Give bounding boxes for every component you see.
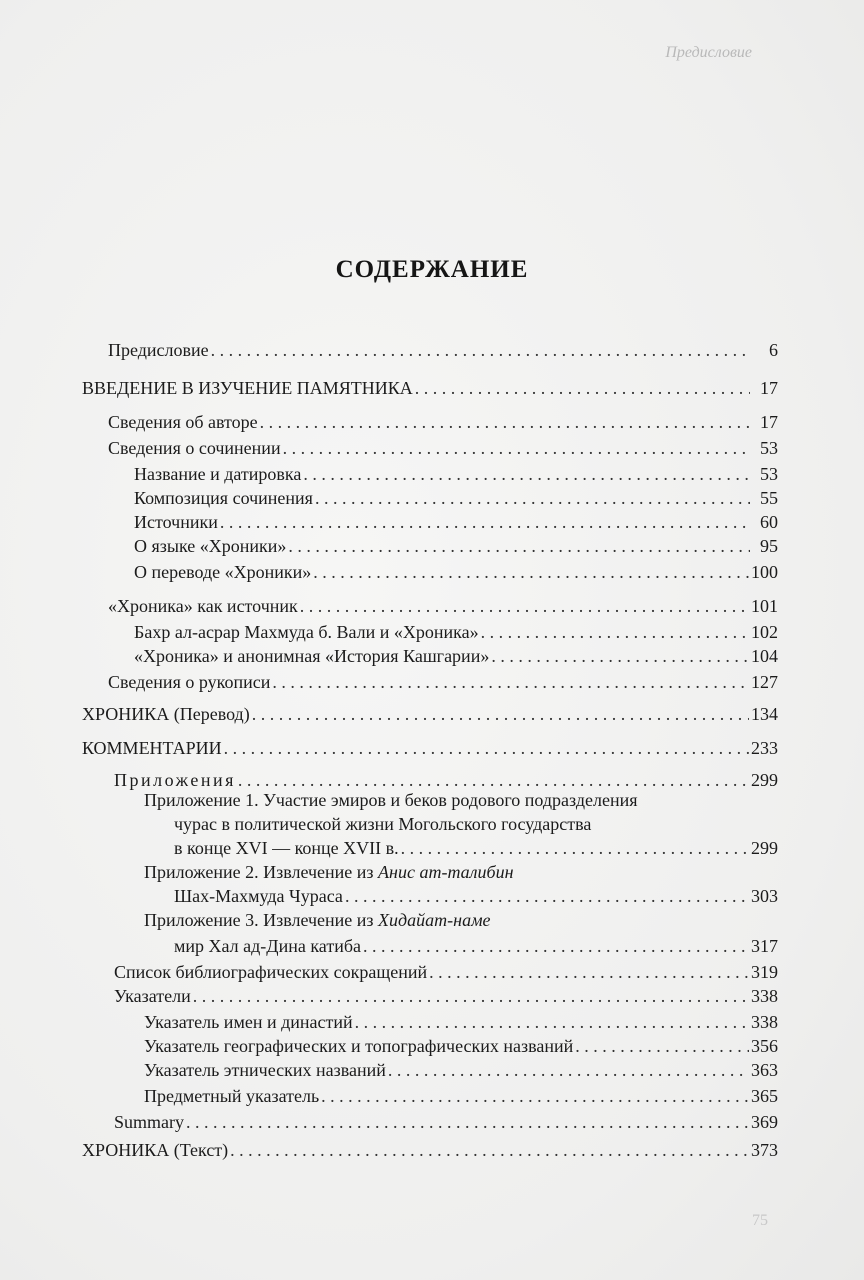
leader-dots <box>238 770 749 791</box>
toc-entry-page: 127 <box>751 672 778 692</box>
toc-entry-label: О переводе «Хроники» <box>134 562 312 582</box>
leader-dots <box>303 464 750 485</box>
toc-entry-page: 95 <box>760 536 778 556</box>
toc-entry-label: О языке «Хроники» <box>134 536 287 556</box>
toc-entry-page: 365 <box>751 1086 778 1106</box>
toc-entry-label: Указатель этнических названий <box>144 1060 386 1080</box>
toc-entry-label: «Хроника» как источник <box>108 596 298 616</box>
toc-entry <box>144 1060 778 1084</box>
toc-entry-page: 104 <box>751 646 778 666</box>
leader-dots <box>186 1112 749 1133</box>
leader-dots <box>575 1036 749 1057</box>
toc-entry-page: 53 <box>760 464 778 484</box>
toc-entry-label: ХРОНИКА (Перевод) <box>82 704 250 724</box>
toc-entry <box>108 340 778 364</box>
leader-dots <box>429 962 749 983</box>
toc-entry <box>114 986 778 1010</box>
leader-dots <box>363 936 749 957</box>
leader-dots <box>300 596 749 617</box>
toc-entry-label: Предметный указатель <box>144 1086 320 1106</box>
toc-entry-page: 317 <box>751 936 778 956</box>
toc-entry-page: 369 <box>751 1112 778 1132</box>
toc-entry-label: Сведения о сочинении <box>108 438 281 458</box>
leader-dots <box>315 488 750 509</box>
toc-entry-line: Приложение 1. Участие эмиров и беков родового подразделения <box>144 790 638 810</box>
toc-entry-label: Указатели <box>114 986 191 1006</box>
toc-entry-label: Композиция сочинения <box>134 488 313 508</box>
leader-dots <box>252 704 749 725</box>
toc-entry-page: 55 <box>760 488 778 508</box>
toc-entry-line <box>144 910 491 931</box>
toc-entry <box>114 962 778 986</box>
toc-entry <box>82 738 778 762</box>
leader-dots <box>321 1086 749 1107</box>
toc-entry <box>108 596 778 620</box>
toc-entry-label: мир Хал ад-Дина катиба <box>174 936 361 956</box>
toc-entry-page: 60 <box>760 512 778 532</box>
page-title: СОДЕРЖАНИЕ <box>335 256 529 283</box>
leader-dots <box>313 562 749 583</box>
toc-entry-page: 299 <box>751 838 778 858</box>
toc-entry-page: 356 <box>751 1036 778 1056</box>
toc-entry-page: 363 <box>751 1060 778 1080</box>
toc-entry-page: 101 <box>751 596 778 616</box>
toc-entry-label: Указатель географических и топографических названий <box>144 1036 574 1056</box>
toc-entry-label: ВВЕДЕНИЕ В ИЗУЧЕНИЕ ПАМЯТНИКА <box>82 378 413 398</box>
toc-entry-italic-title: Хидайат-наме <box>378 910 491 930</box>
toc-entry-label: Сведения об авторе <box>108 412 258 432</box>
toc-entry-label: Предисловие <box>108 340 209 360</box>
leader-dots <box>415 378 750 399</box>
toc-entry-page: 233 <box>751 738 778 758</box>
toc-entry-page: 6 <box>769 340 778 360</box>
toc-entry-label: Список библиографических сокращений <box>114 962 428 982</box>
toc-entry <box>134 562 778 586</box>
toc-entry <box>134 464 778 488</box>
toc-entry <box>144 1036 778 1060</box>
toc-entry <box>174 936 778 960</box>
toc-entry-label: в конце XVI — конце XVII в. <box>174 838 399 858</box>
toc-entry-page: 338 <box>751 1012 778 1032</box>
leader-dots <box>230 1140 749 1161</box>
toc-entry <box>82 1140 778 1164</box>
toc-entry <box>174 886 778 910</box>
leader-dots <box>491 646 749 667</box>
toc-entry-label: Название и датировка <box>134 464 302 484</box>
toc-entry-line <box>144 862 514 883</box>
toc-entry-label: Summary <box>114 1112 184 1132</box>
toc-entry <box>144 1012 778 1036</box>
page-number: 75 <box>752 1212 768 1229</box>
toc-entry-label: Указатель имен и династий <box>144 1012 353 1032</box>
leader-dots <box>288 536 750 557</box>
toc-entry <box>134 488 778 512</box>
running-head: Предисловие <box>665 44 752 61</box>
leader-dots <box>260 412 750 433</box>
toc-entry <box>108 672 778 696</box>
toc-entry <box>134 646 778 670</box>
toc-entry-label: Приложение 3. Извлечение из <box>144 910 379 930</box>
toc-entry <box>82 378 778 402</box>
toc-entry <box>134 536 778 560</box>
toc-entry-page: 373 <box>751 1140 778 1160</box>
toc-entry <box>82 704 778 728</box>
toc-entry-line: чурас в политической жизни Могольского государства <box>174 814 592 834</box>
toc-entry <box>134 512 778 536</box>
toc-entry-page: 299 <box>751 770 778 790</box>
toc-entry-page: 319 <box>751 962 778 982</box>
toc-entry-page: 134 <box>751 704 778 724</box>
toc-entry-label: Приложение 2. Извлечение из <box>144 862 379 882</box>
toc-entry <box>108 438 778 462</box>
leader-dots <box>272 672 749 693</box>
toc-entry <box>134 622 778 646</box>
toc-entry-label: КОММЕНТАРИИ <box>82 738 222 758</box>
toc-entry <box>114 1112 778 1136</box>
leader-dots <box>355 1012 749 1033</box>
toc-entry-page: 17 <box>760 378 778 398</box>
toc-entry-label: Шах-Махмуда Чураса <box>174 886 343 906</box>
leader-dots <box>211 340 750 361</box>
toc-entry-page: 303 <box>751 886 778 906</box>
leader-dots <box>193 986 749 1007</box>
toc-entry-page: 102 <box>751 622 778 642</box>
toc-entry-italic-title: Анис ат-талибин <box>378 862 514 882</box>
toc-entry <box>108 412 778 436</box>
toc-entry-page: 100 <box>751 562 778 582</box>
toc-entry-label: ХРОНИКА (Текст) <box>82 1140 229 1160</box>
leader-dots <box>224 738 749 759</box>
toc-entry-label: Бахр ал-асрар Махмуда б. Вали и «Хроника» <box>134 622 479 642</box>
toc-entry-page: 338 <box>751 986 778 1006</box>
leader-dots <box>388 1060 749 1081</box>
toc-entry-label: «Хроника» и анонимная «История Кашгарии» <box>134 646 490 666</box>
toc-entry-page: 53 <box>760 438 778 458</box>
toc-entry <box>174 838 778 862</box>
toc-entry-label: Сведения о рукописи <box>108 672 271 692</box>
leader-dots <box>401 838 749 859</box>
leader-dots <box>220 512 750 533</box>
leader-dots <box>345 886 749 907</box>
toc-entry-label: Источники <box>134 512 218 532</box>
toc-entry-label: Приложения <box>114 770 236 790</box>
toc-entry-page: 17 <box>760 412 778 432</box>
leader-dots <box>283 438 750 459</box>
leader-dots <box>481 622 749 643</box>
toc-entry <box>144 1086 778 1110</box>
